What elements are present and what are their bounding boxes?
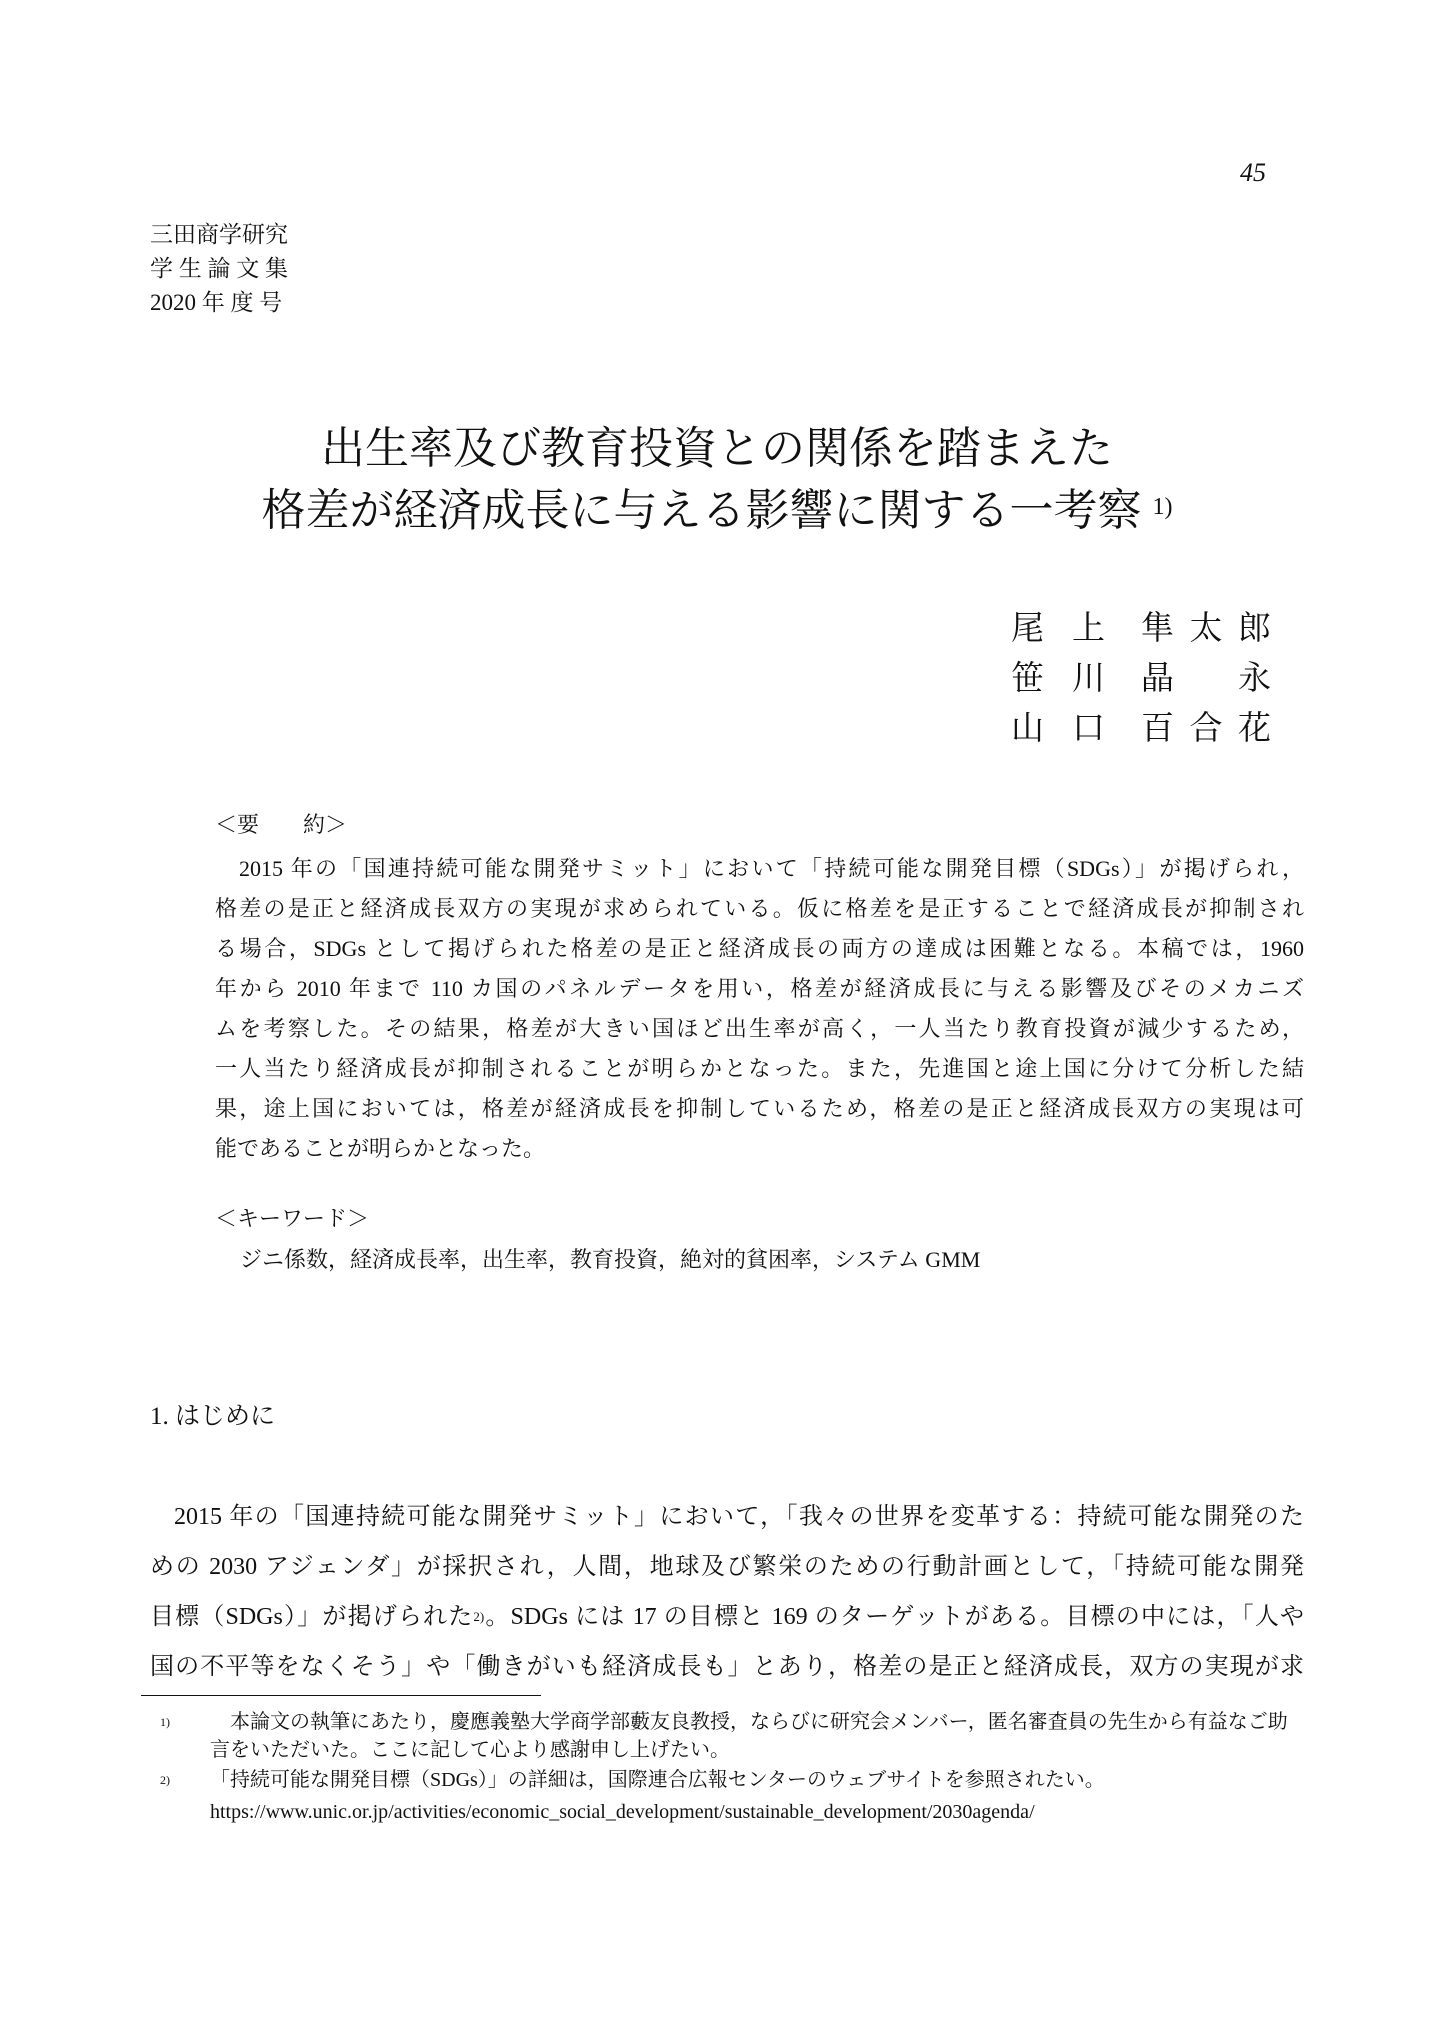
section-heading: 1. はじめに bbox=[150, 1403, 276, 1430]
page-number: 45 bbox=[1240, 158, 1266, 187]
abstract-line: 一人当たり経済成長が抑制されることが明らかとなった。また，先進国と途上国に分けて分析した結 bbox=[215, 1056, 1304, 1081]
author-given-name: 晶永 bbox=[1141, 661, 1271, 697]
journal-issue: 2020 年 度 号 bbox=[150, 290, 283, 315]
body-line: 国の不平等をなくそう」や「働きがいも経済成長も」とあり，格差の是正と経済成長，双方の実現が求 bbox=[150, 1654, 1304, 1680]
abstract-line: 年から 2010 年まで 110 カ国のパネルデータを用い，格差が経済成長に与える影響及びそのメカニズ bbox=[215, 976, 1304, 1001]
abstract-line: る場合，SDGs として掲げられた格差の是正と経済成長の両方の達成は困難となる。本稿では，1960 bbox=[215, 936, 1304, 961]
author-surname: 山口 bbox=[1011, 711, 1133, 747]
body-line bbox=[150, 1592, 1304, 1642]
footnote-text: 本論文の執筆にあたり，慶應義塾大学商学部藪友良教授，ならびに研究会メンバー，匿名審査員の先生から有益なご助言をいただいた。ここに記して心より感謝申し上げたい。 bbox=[210, 1711, 1288, 1761]
footnote-divider bbox=[141, 1695, 541, 1696]
body-text: 目標（SDGs）」が掲げられた bbox=[150, 1604, 474, 1630]
footnotes bbox=[160, 1708, 1304, 1826]
body-line: 2015 年の「国連持続可能な開発サミット」において，「我々の世界を変革する：持続可能な開発のた bbox=[174, 1504, 1304, 1530]
journal-header bbox=[150, 218, 288, 320]
abstract-body bbox=[215, 849, 1304, 1169]
author-list bbox=[1011, 604, 1271, 754]
author-surname: 尾上 bbox=[1011, 611, 1133, 647]
journal-name: 三田商学研究 bbox=[150, 222, 288, 247]
abstract-line: 果，途上国においては，格差が経済成長を抑制しているため，格差の是正と経済成長双方の実現は可 bbox=[215, 1096, 1304, 1121]
title-line-1: 出生率及び教育投資との関係を踏まえた bbox=[321, 424, 1113, 473]
title-footnote-mark: 1) bbox=[1152, 494, 1173, 520]
footnote-url[interactable]: https://www.unic.or.jp/activities/economic_social_development/sustainable_development/2030agenda/ bbox=[210, 1801, 1035, 1823]
footnote-mark: 1) bbox=[160, 1715, 170, 1729]
footnote-mark: 2) bbox=[160, 1773, 170, 1787]
author-surname: 笹川 bbox=[1011, 661, 1133, 697]
title-line-2: 格差が経済成長に与える影響に関する一考察 bbox=[261, 486, 1142, 535]
footnote bbox=[160, 1766, 1304, 1794]
abstract-line: 能であることが明らかとなった。 bbox=[215, 1136, 546, 1161]
abstract-line: 2015 年の「国連持続可能な開発サミット」において「持続可能な開発目標（SDGs）」が掲げられ， bbox=[239, 856, 1304, 881]
footnote-text: 「持続可能な開発目標（SDGs）」の詳細は，国際連合広報センターのウェブサイトを参照されたい。 bbox=[210, 1769, 1105, 1791]
keywords-heading: ＜キーワード＞ bbox=[215, 1206, 370, 1231]
section-body bbox=[150, 1492, 1304, 1692]
body-text: 。SDGs には 17 の目標と 169 のターゲットがある。目標の中には，「人や bbox=[484, 1604, 1304, 1630]
author bbox=[1011, 604, 1271, 654]
abstract-line: 格差の是正と経済成長双方の実現が求められている。仮に格差を是正することで経済成長が抑制され bbox=[215, 896, 1304, 921]
body-line: めの 2030 アジェンダ」が採択され，人間，地球及び繁栄のための行動計画として，「持続可能な開発 bbox=[150, 1554, 1304, 1580]
journal-subtitle: 学 生 論 文 集 bbox=[150, 256, 288, 281]
author-given-name: 隼太郎 bbox=[1141, 611, 1271, 647]
footnote bbox=[160, 1708, 1304, 1764]
abstract-heading: ＜要 約＞ bbox=[215, 812, 348, 837]
author bbox=[1011, 704, 1271, 754]
keywords-list: ジニ係数，経済成長率，出生率，教育投資，絶対的貧困率，システム GMM bbox=[240, 1247, 981, 1272]
footnote-ref: 2) bbox=[473, 1609, 485, 1624]
paper-title bbox=[0, 418, 1434, 542]
author bbox=[1011, 654, 1271, 704]
abstract-line: ムを考察した。その結果，格差が大きい国ほど出生率が高く，一人当たり教育投資が減少するため， bbox=[215, 1016, 1304, 1041]
author-given-name: 百合花 bbox=[1141, 711, 1271, 747]
